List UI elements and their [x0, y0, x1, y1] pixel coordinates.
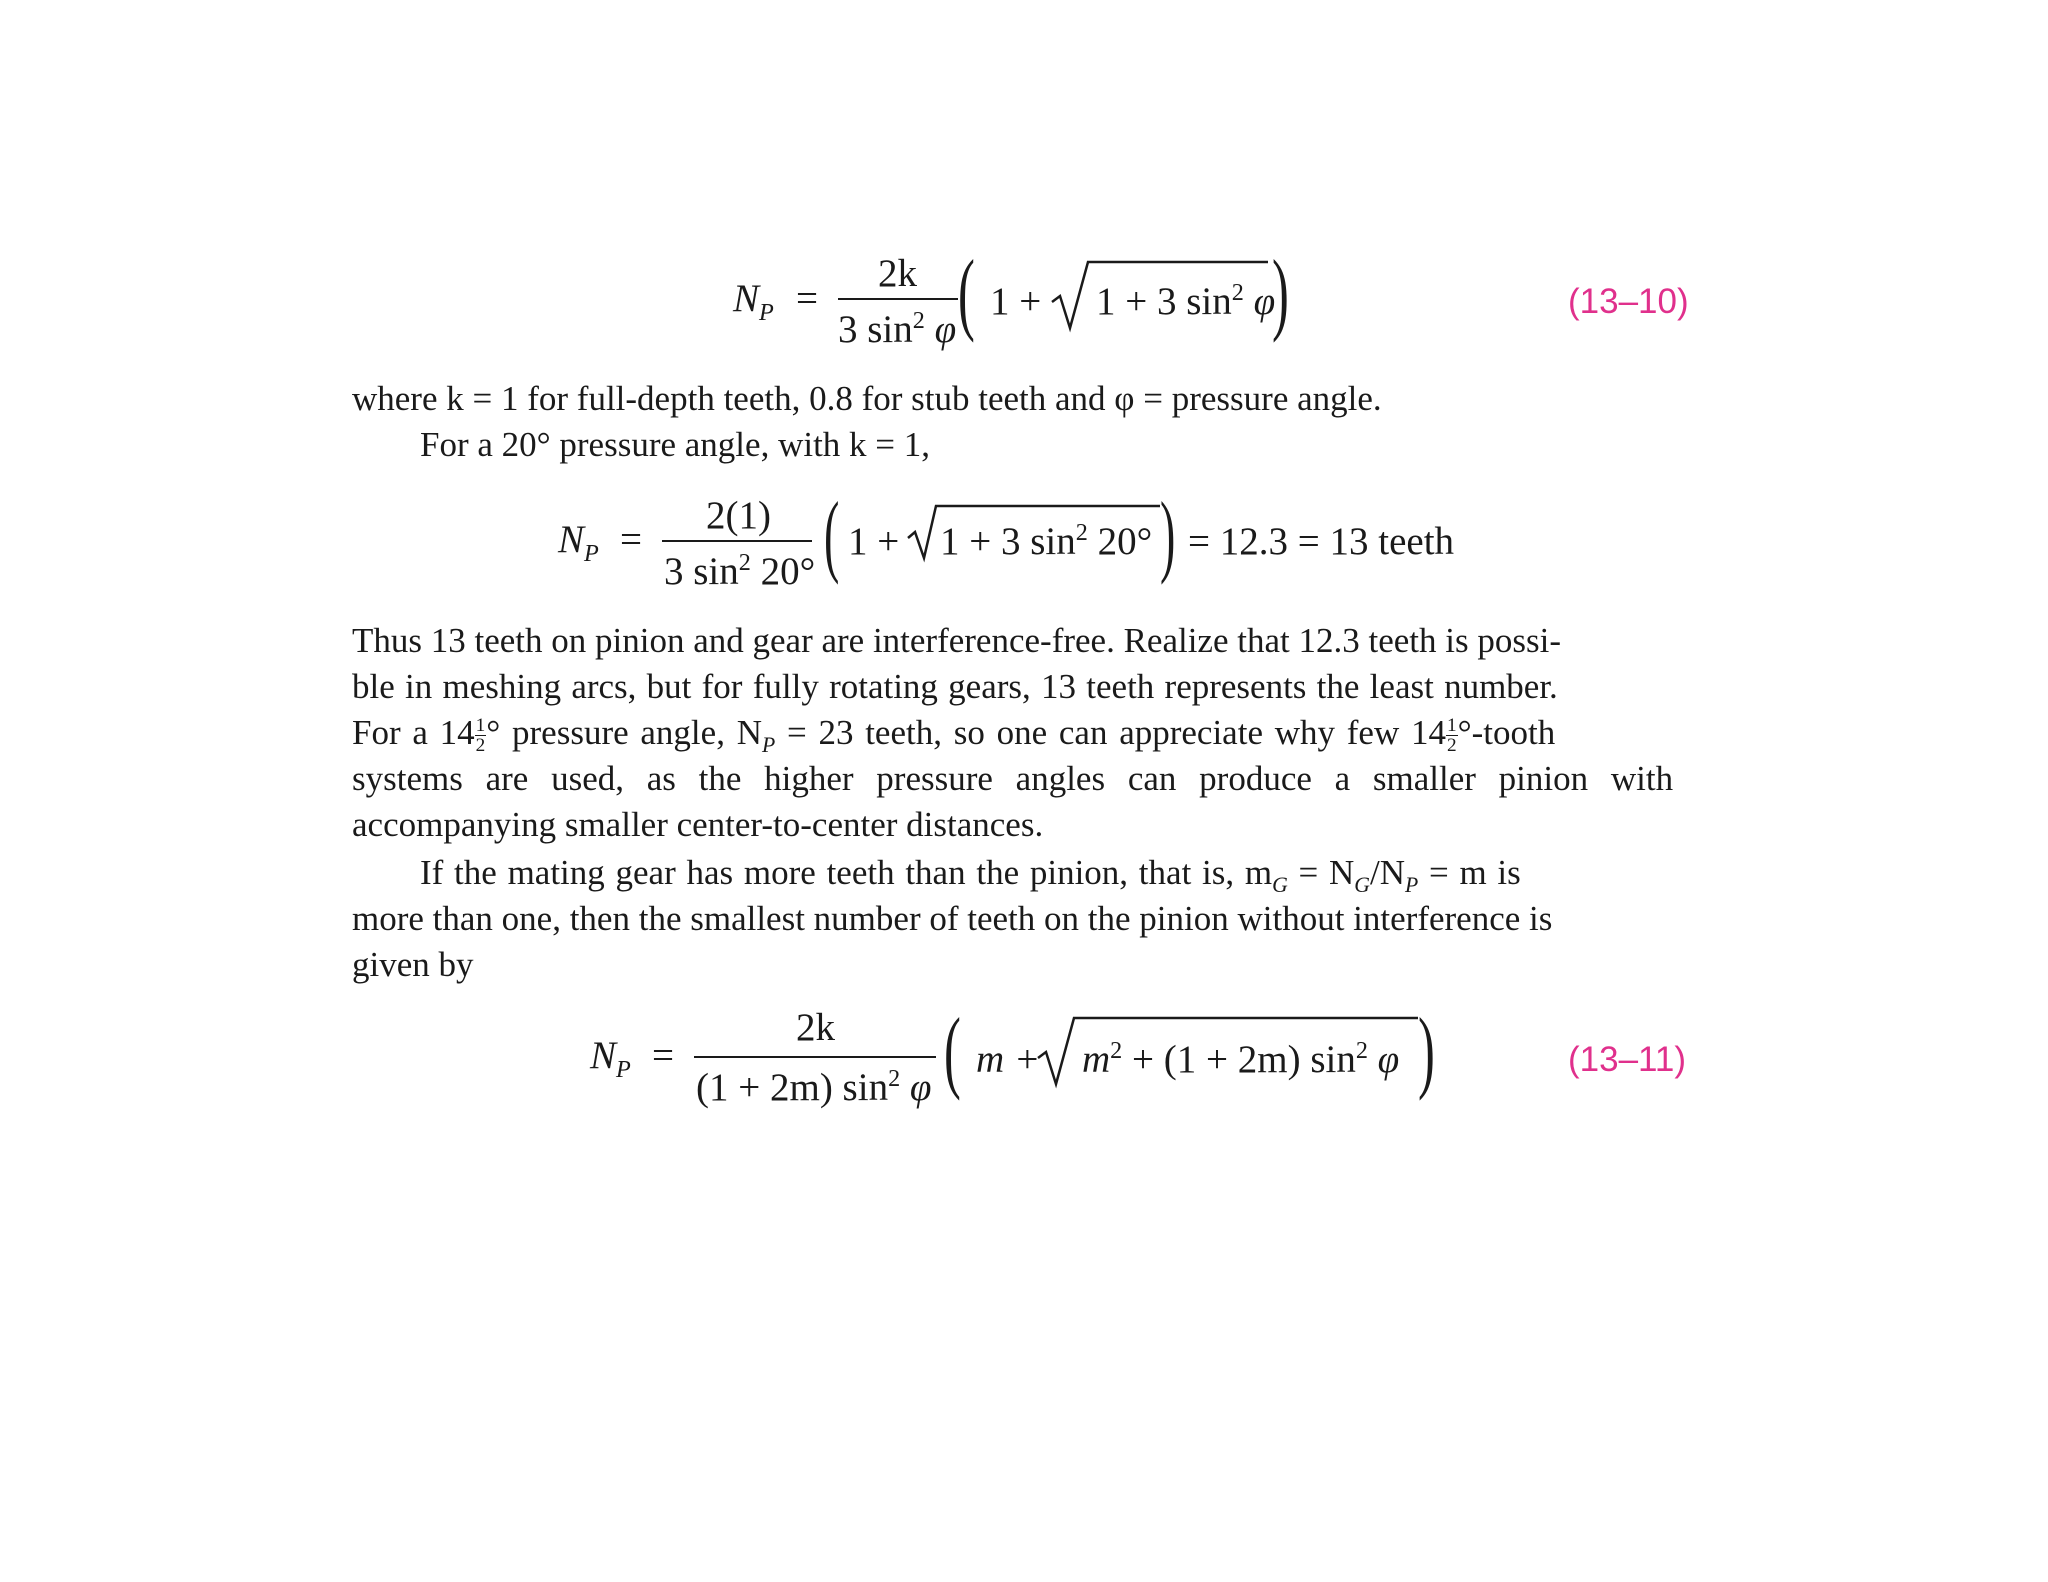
eq3-radicand: $m^2 + (1 + 2m)$ $\sin^2 \varphi$ — [1082, 1037, 1400, 1081]
eq1-right-paren: ) — [1272, 241, 1289, 343]
para3-line3: given by — [352, 945, 474, 984]
eq1-radicand: 1 + 3 $\sin^2 \varphi$ — [1096, 279, 1276, 323]
eq2-result: = 12.3 = 13 teeth — [1188, 520, 1455, 563]
para3-line2: more than one, then the smallest number of teeth on the pinion without interference is — [352, 899, 1553, 938]
eq1-lhs: $N_P$ — [733, 277, 774, 326]
para3-line1: If the mating gear has more teeth than the pinion, that is, $m_G = N_G/N_P = m$ is — [420, 853, 1521, 897]
eq3-inner: m + — [976, 1038, 1041, 1081]
eq1-left-paren: ( — [958, 241, 975, 343]
eq2-left-paren: ( — [824, 483, 840, 585]
eq1-numerator: 2k — [878, 252, 917, 295]
eq3-numerator: 2k — [796, 1006, 835, 1049]
eq2-equals: = — [620, 518, 642, 561]
eq2-radicand: 1 + 3 $\sin^2 20^\circ$ — [940, 519, 1153, 563]
eq1-denominator: 3 $\sin^2 \varphi$ — [838, 307, 957, 351]
para2-line3: For a 14 $\frac{1}{2}$ ° pressure angle, $N_P = 23$ teeth, so one can appreciate why few 14 $\frac{1}{2}$ °-tooth — [352, 713, 1556, 757]
eq3-left-paren: ( — [944, 999, 961, 1101]
eq2-lhs: $N_P$ — [558, 518, 599, 567]
para2-line2: ble in meshing arcs, but for fully rotating gears, 13 teeth represents the least number. — [352, 667, 1558, 706]
para2-line5: accompanying smaller center-to-center distances. — [352, 805, 1044, 844]
eq3-lhs: $N_P$ — [590, 1034, 631, 1083]
eq3-number: (13–11) — [1568, 1040, 1687, 1079]
eq3-right-paren: ) — [1418, 999, 1435, 1101]
eq3-fraction-bar — [694, 1056, 936, 1058]
eq3-denominator: (1 + 2m) $\sin^2 \varphi$ — [696, 1065, 932, 1109]
para1-line1: where k = 1 for full-depth teeth, 0.8 for stub teeth and φ = pressure angle. — [352, 379, 1382, 418]
eq2-numerator: 2(1) — [706, 494, 771, 537]
eq1-number: (13–10) — [1568, 282, 1689, 321]
half-fraction-1: $\frac{1}{2}$ — [475, 715, 486, 757]
eq2-right-paren: ) — [1160, 483, 1176, 585]
eq2-denominator: 3 $\sin^2 20^\circ$ — [664, 549, 816, 593]
para1-line2: For a 20° pressure angle, with k = 1, — [420, 425, 931, 464]
eq1-inner: 1 + — [990, 280, 1042, 323]
eq1-equals: = — [796, 277, 818, 320]
eq2-inner: 1 + — [848, 520, 900, 563]
eq3-equals: = — [652, 1034, 674, 1077]
para2-line4: systems are used, as the higher pressure angles can produce a smaller pinion with — [352, 759, 1674, 798]
half-fraction-2: $\frac{1}{2}$ — [1446, 715, 1457, 757]
para2-line1: Thus 13 teeth on pinion and gear are interference-free. Realize that 12.3 teeth is possi- — [352, 621, 1561, 660]
